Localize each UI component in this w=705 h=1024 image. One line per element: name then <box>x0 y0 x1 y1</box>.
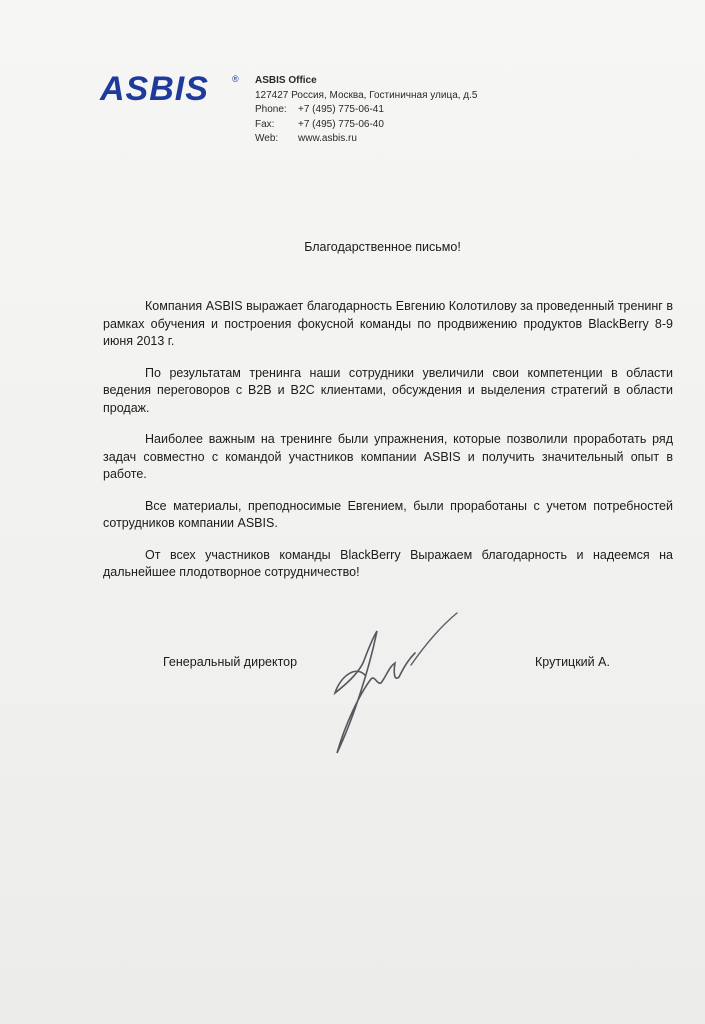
signer-role: Генеральный директор <box>163 655 298 669</box>
web-label: Web: <box>255 133 279 144</box>
letter-title: Благодарственное письмо! <box>304 240 461 254</box>
registered-mark: ® <box>232 74 239 84</box>
web-row <box>255 132 478 147</box>
handwritten-signature <box>325 605 465 765</box>
web-value: www.asbis.ru <box>298 133 357 144</box>
phone-row <box>255 103 478 118</box>
fax-value: +7 (495) 775-06-40 <box>298 118 384 130</box>
phone-value: +7 (495) 775-06-41 <box>298 104 384 115</box>
paragraph: Наиболее важным на тренинге были упражнения, которые позволили проработать ряд задач совместно с командой участников компании ASBIS и получить значительный опыт в работе. <box>103 432 673 481</box>
asbis-logo: ASBIS <box>100 70 209 108</box>
paragraph: Все материалы, преподносимые Евгением, были проработаны с учетом потребностей сотрудников компании ASBIS. <box>103 498 673 530</box>
fax-label: Fax: <box>255 118 275 130</box>
office-contacts <box>255 74 478 147</box>
phone-label: Phone: <box>255 104 287 115</box>
office-address: 127427 Россия, Москва, Гостиничная улица, д.5 <box>255 89 478 101</box>
signer-name: Крутицкий А. <box>535 655 610 669</box>
paragraph: От всех участников команды BlackBerry Выражаем благодарность и надеемся на дальнейшее плодотворное сотрудничество! <box>103 547 673 579</box>
office-name: ASBIS Office <box>255 75 317 86</box>
letter-body <box>103 298 673 596</box>
fax-row <box>255 118 478 133</box>
paragraph: По результатам тренинга наши сотрудники увеличили свои компетенции в области ведения переговоров с B2B и B2C клиентами, обсуждения и выделения стратегий в области продаж. <box>103 365 673 415</box>
paragraph: Компания ASBIS выражает благодарность Евгению Колотилову за проведенный тренинг в рамках обучения и построения фокусной команды по продвижению продуктов BlackBerry 8-9 июня 2013 г. <box>103 299 673 348</box>
